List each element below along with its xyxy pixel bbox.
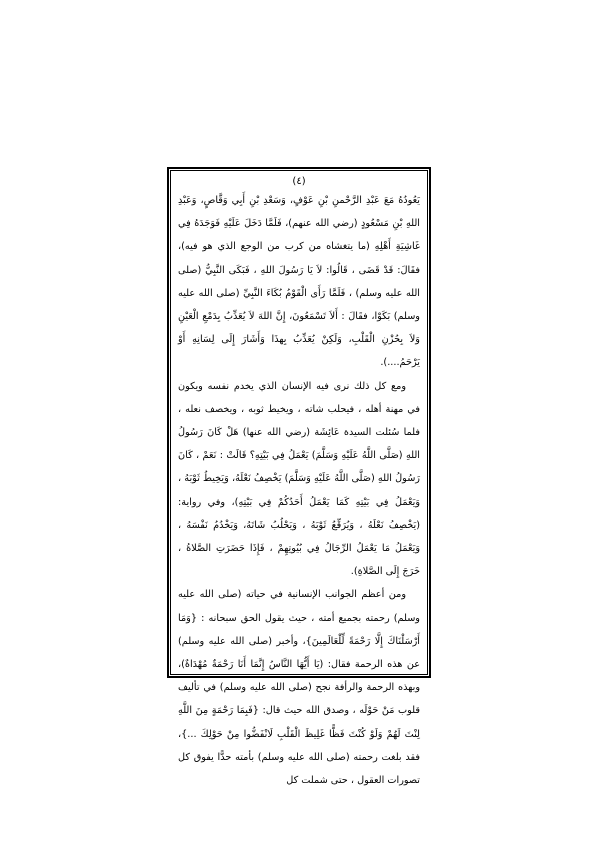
page-border-inner (170, 170, 428, 787)
paragraph-1: يَعُودُهُ مَعَ عَبْدِ الرَّحْمنِ بْنِ عَوْفٍ، وَسَعْدِ بْنِ أَبِي وَقَّاصٍ، وَعَبْدِ اللهِ بْنِ مَسْعُودٍ (رضي الله عنهم)، فَلَمَّا دَخَلَ عَلَيْهِ فَوَجَدَهُ فِي غَاشِيَةِ أَهْلِهِ (ما يتغشاه من كرب من الوجع الذي هو فيه)، فقَالَ: قَدْ قَضَى ، قَالُوا: لاَ يَا رَسُولَ اللهِ ، فَبَكَى النَّبِيُّ (صلى الله عليه وسلم) ، فَلَمَّا رَأَى الْقَوْمُ بُكَاءَ النَّبِيِّ (صلى الله عليه وسلم) بَكَوْا، فقَالَ : أَلاَ تَسْمَعُونَ، إِنَّ اللهَ لاَ يُعَذِّبُ بِدَمْعِ الْعَيْنِ وَلاَ بِحُزْنِ الْقَلْبِ، وَلَكِنْ يُعَذِّبُ بِهذَا وَأَشَارَ إِلَى لِسَانِهِ أَوْ يَرْحَمُ....). (178, 195, 420, 369)
page-number: (٤) (292, 176, 306, 187)
paragraph-3: ومن أعظم الجوانب الإنسانية في حياته (صلى الله عليه وسلم) رحمته بجميع أمته ، حيث يقول الحق سبحانه : {وَمَا أَرْسَلْنَاكَ إِلَّا رَحْمَةً لِّلْعَالَمِينَ}، وأخبر (صلى الله عليه وسلم) عن هذه الرحمة فقال: (يَا أَيُّهَا النَّاسُ إِنَّمَا أَنَا رَحْمَةٌ مُهْدَاةٌ)، وبهذه الرحمة والرأفة نجح (صلى الله عليه وسلم) في تأليف قلوب مَنْ حَوْلَه ، وصدق الله حيث قال: {فَبِمَا رَحْمَةٍ مِنَ اللَّهِ لِنْتَ لَهُمْ وَلَوْ كُنْتَ فَظًّا غَلِيظَ الْقَلْبِ لَانْفَضُّوا مِنْ حَوْلِكَ ...}، فقد بلغت رحمته (صلى الله عليه وسلم) بأمته حدًّا يفوق كل تصورات العقول ، حتى شملت كل (178, 589, 420, 787)
paragraph-2: ومع كل ذلك نرى فيه الإنسان الذي يخدم نفسه ويكون في مهنة أهله ، فيحلب شاته ، ويخيط ثوبه ، ويخصف نعله ، فلما سُئلت السيدة عَائِشَة (رضي الله عنها) هَلْ كَانَ رَسُولُ اللهِ (صَلَّى اللَّهُ عَلَيْهِ وَسَلَّمَ) يَعْمَلُ فِي بَيْتِهِ؟ قَالَتْ : نَعَمْ ، كَانَ رَسُولُ اللهِ (صَلَّى اللَّهُ عَلَيْهِ وَسَلَّمَ) يَخْصِفُ نَعْلَهُ، وَيَخِيطُ ثَوْبَهُ ، وَيَعْمَلُ فِي بَيْتِهِ كَمَا يَعْمَلُ أَحَدُكُمْ فِي بَيْتِهِ)، وفي رواية: (يَخْصِفُ نَعْلَهُ ، وَيُرَقِّعُ ثَوْبَهُ ، وَيَحْلُبُ شَاتَهُ، وَيَخْدُمُ نَفْسَهُ ، وَيَعْمَلُ مَا يَعْمَلُ الرِّجَالُ فِي بُيُوتِهِمْ ، فَإِذَا حَضَرَتِ الصَّلاةُ ، خَرَجَ إِلَى الصَّلاةِ). (178, 380, 420, 578)
